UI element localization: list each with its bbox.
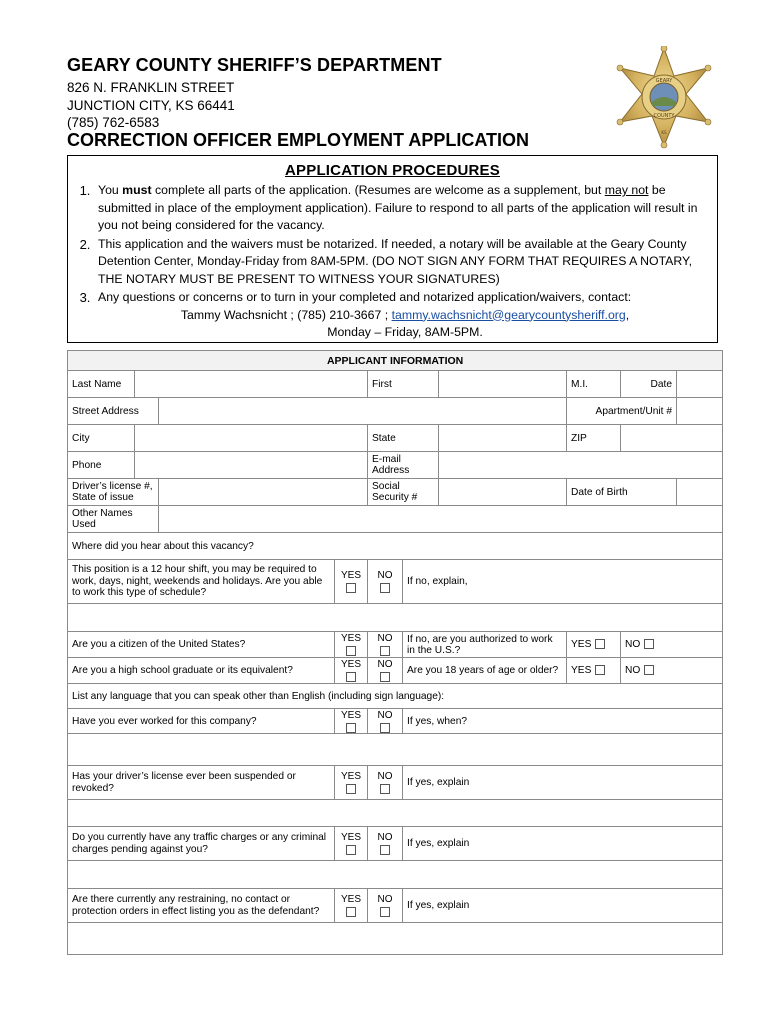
yes-label: YES — [340, 894, 361, 905]
yes-checkbox[interactable] — [346, 784, 356, 794]
yes-option[interactable] — [335, 658, 368, 684]
contact-name-phone: Tammy Wachsnicht ; (785) 210-3667 ; — [180, 307, 392, 322]
phone-line: (785) 762-6583 — [67, 115, 160, 130]
question-schedule: This position is a 12 hour shift, you may be required to work, days, night, weekends and holidays. Are you able to work this type of schedule? — [68, 560, 335, 604]
yes-checkbox[interactable] — [595, 665, 605, 675]
explain-label: If no, explain, — [407, 576, 468, 587]
form-title: CORRECTION OFFICER EMPLOYMENT APPLICATION — [67, 130, 529, 150]
first-name-field[interactable] — [439, 371, 567, 398]
label-street-address: Street Address — [68, 398, 159, 425]
no-label: NO — [377, 832, 393, 843]
label-last-name: Last Name — [68, 371, 135, 398]
street-address-field[interactable] — [159, 398, 567, 425]
dob-field[interactable] — [677, 479, 723, 506]
explain-label: If yes, explain — [407, 900, 470, 911]
no-checkbox[interactable] — [380, 907, 390, 917]
worked-when-field[interactable] — [403, 709, 723, 734]
no-option[interactable] — [621, 632, 723, 658]
label-date: Date — [621, 371, 677, 398]
question-high-school: Are you a high school graduate or its equivalent? — [68, 658, 335, 684]
drivers-license-field[interactable] — [159, 479, 368, 506]
item-text — [98, 182, 712, 235]
orders-explain-field[interactable] — [403, 889, 723, 923]
item-text — [98, 289, 712, 342]
yes-option[interactable] — [335, 632, 368, 658]
text-fragment: Any questions or concerns or to turn in your completed and notarized application/waivers, contact: — [98, 290, 632, 304]
text-fragment: be submitted in place of the employment application). Failure to respond to all parts of the application will result in you not being considered for the vacancy. — [98, 183, 698, 232]
question-pending-charges: Do you currently have any traffic charges or any criminal charges pending against you? — [68, 827, 335, 861]
emphasis-must: must — [122, 183, 152, 197]
question-age: Are you 18 years of age or older? — [403, 658, 567, 684]
no-label: NO — [377, 894, 393, 905]
no-option[interactable] — [621, 658, 723, 684]
explain-label: If yes, explain — [407, 777, 470, 788]
no-checkbox[interactable] — [380, 646, 390, 656]
other-names-field[interactable] — [159, 506, 723, 533]
address-line: JUNCTION CITY, KS 66441 — [67, 97, 235, 113]
no-label: NO — [377, 659, 393, 670]
address-line: 826 N. FRANKLIN STREET — [67, 80, 235, 95]
label-apartment: Apartment/Unit # — [567, 398, 677, 425]
no-checkbox[interactable] — [644, 639, 654, 649]
schedule-explain-field[interactable] — [403, 560, 723, 604]
state-field[interactable] — [439, 425, 567, 452]
date-field[interactable] — [677, 371, 723, 398]
city-field[interactable] — [135, 425, 368, 452]
label-mi: M.I. — [567, 371, 621, 398]
yes-option[interactable] — [567, 658, 621, 684]
yes-label: YES — [340, 771, 361, 782]
yes-label: YES — [340, 832, 361, 843]
badge-text-state: KS — [661, 130, 667, 135]
yes-label: YES — [571, 665, 592, 676]
question-license-suspended: Has your driver’s license ever been suspended or revoked? — [68, 766, 335, 800]
question-worked-before: Have you ever worked for this company? — [68, 709, 335, 734]
license-explain-line[interactable] — [68, 800, 723, 827]
email-field[interactable] — [439, 452, 723, 479]
no-checkbox[interactable] — [380, 845, 390, 855]
apartment-field[interactable] — [677, 398, 723, 425]
yes-checkbox[interactable] — [346, 583, 356, 593]
orders-explain-line[interactable] — [68, 923, 723, 955]
procedure-item — [72, 236, 712, 289]
department-name: GEARY COUNTY SHERIFF’S DEPARTMENT — [67, 55, 442, 75]
question-authorized: If no, are you authorized to work in the U.S.? — [403, 632, 567, 658]
label-dob: Date of Birth — [567, 479, 677, 506]
section-title: APPLICANT INFORMATION — [68, 351, 723, 371]
charges-explain-line[interactable] — [68, 861, 723, 889]
no-label: NO — [625, 665, 641, 676]
last-name-field[interactable] — [135, 371, 368, 398]
no-checkbox[interactable] — [644, 665, 654, 675]
no-label: NO — [625, 639, 641, 650]
no-option[interactable] — [368, 889, 403, 923]
worked-when-line[interactable] — [68, 734, 723, 766]
procedures-box — [67, 155, 718, 343]
label-city: City — [68, 425, 135, 452]
email-link[interactable]: tammy.wachsnicht@gearycountysheriff.org — [391, 307, 626, 322]
label-state: State — [368, 425, 439, 452]
when-label: If yes, when? — [407, 715, 468, 727]
label-drivers-license: Driver’s license #, State of issue — [68, 479, 159, 506]
no-label: NO — [377, 570, 393, 581]
label-email: E-mail Address — [368, 452, 439, 479]
procedures-title: APPLICATION PROCEDURES — [285, 162, 500, 179]
no-checkbox[interactable] — [380, 784, 390, 794]
label-other-names: Other Names Used — [68, 506, 159, 533]
yes-option[interactable] — [335, 560, 368, 604]
no-option[interactable] — [368, 658, 403, 684]
no-option[interactable] — [368, 827, 403, 861]
item-text: This application and the waivers must be notarized. If needed, a notary will be available at the Geary County Detention Center, Monday-Friday from 8AM-5PM. (DO NOT SIGN ANY FORM THAT REQUIRES A NOTARY, THE NOTARY MUST BE PRESENT TO WITNESS YOUR SIGNATURES) — [98, 236, 693, 286]
item-number: 2. — [79, 236, 91, 252]
yes-label: YES — [340, 659, 361, 670]
text-fragment: , — [625, 307, 630, 322]
explain-label: If yes, explain — [407, 838, 470, 849]
procedure-item — [72, 289, 712, 342]
label-languages[interactable]: List any language that you can speak other than English (including sign language): — [68, 684, 723, 709]
no-label: NO — [377, 771, 393, 782]
yes-option[interactable] — [567, 632, 621, 658]
yes-checkbox[interactable] — [346, 723, 356, 733]
sheriff-star-badge — [612, 46, 716, 150]
yes-checkbox[interactable] — [346, 845, 356, 855]
zip-field[interactable] — [621, 425, 723, 452]
yes-label: YES — [571, 639, 592, 650]
item-number: 3. — [79, 290, 91, 305]
yes-label: YES — [340, 570, 361, 581]
emphasis-may-not: may not — [604, 183, 649, 197]
no-label: NO — [377, 709, 393, 721]
badge-text-bottom: COUNTY — [653, 113, 675, 119]
ssn-field[interactable] — [439, 479, 567, 506]
no-checkbox[interactable] — [380, 583, 390, 593]
yes-checkbox[interactable] — [346, 907, 356, 917]
schedule-explain-line[interactable] — [68, 604, 723, 632]
yes-checkbox[interactable] — [595, 639, 605, 649]
label-zip: ZIP — [567, 425, 621, 452]
procedures-list — [72, 182, 712, 342]
label-first: First — [368, 371, 439, 398]
yes-checkbox[interactable] — [346, 672, 356, 682]
no-checkbox[interactable] — [380, 723, 390, 733]
yes-option[interactable] — [335, 889, 368, 923]
charges-explain-field[interactable] — [403, 827, 723, 861]
yes-checkbox[interactable] — [346, 646, 356, 656]
applicant-information-table — [67, 350, 723, 955]
label-phone: Phone — [68, 452, 135, 479]
label-hear-about-vacancy[interactable]: Where did you hear about this vacancy? — [68, 533, 723, 560]
yes-label: YES — [340, 709, 361, 721]
contact-hours: Monday – Friday, 8AM-5PM. — [327, 325, 483, 339]
yes-option[interactable] — [335, 827, 368, 861]
question-restraining-orders: Are there currently any restraining, no contact or protection orders in effect listing you as the defendant? — [68, 889, 335, 923]
phone-field[interactable] — [135, 452, 368, 479]
badge-text-top: GEARY — [655, 78, 673, 84]
no-option[interactable] — [368, 560, 403, 604]
text-fragment: complete all parts of the application. (Resumes are welcome as a supplement, but — [151, 183, 605, 197]
no-option[interactable] — [368, 766, 403, 800]
no-label: NO — [377, 633, 393, 644]
label-ssn: Social Security # — [368, 479, 439, 506]
contact-line — [98, 307, 712, 325]
question-citizen: Are you a citizen of the United States? — [68, 632, 335, 658]
yes-option[interactable] — [335, 709, 368, 734]
no-option[interactable] — [368, 632, 403, 658]
license-explain-field[interactable] — [403, 766, 723, 800]
text-fragment: You — [98, 183, 123, 197]
item-number: 1. — [79, 183, 91, 198]
letterhead — [67, 55, 442, 132]
yes-option[interactable] — [335, 766, 368, 800]
yes-label: YES — [340, 633, 361, 644]
procedure-item — [72, 182, 712, 235]
no-option[interactable] — [368, 709, 403, 734]
no-checkbox[interactable] — [380, 672, 390, 682]
